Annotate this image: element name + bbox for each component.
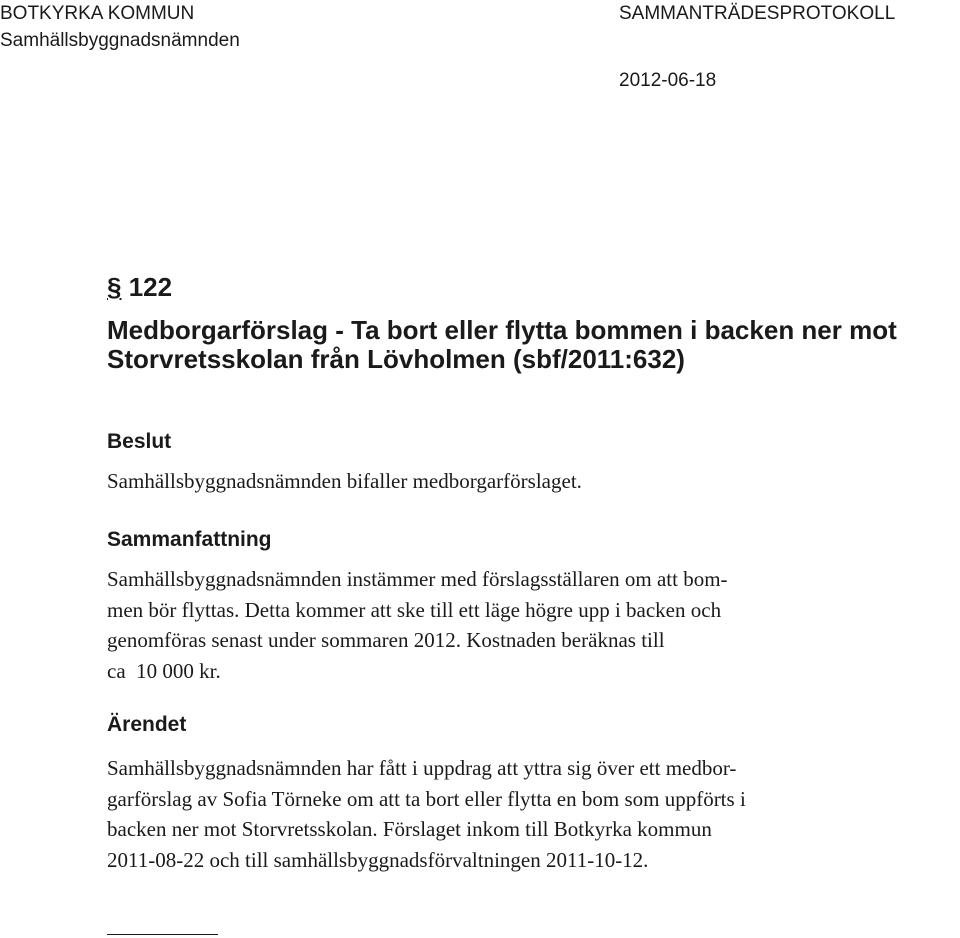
- beslut-heading: Beslut: [107, 430, 172, 453]
- board-name: Samhällsbyggnadsnämnden: [0, 30, 240, 51]
- document-type: SAMMANTRÄDESPROTOKOLL: [619, 3, 896, 24]
- text-line: Samhällsbyggnadsnämnden instämmer med förslagsställaren om att bom-: [107, 567, 728, 591]
- text-line: Samhällsbyggnadsnämnden har fått i uppdrag att yttra sig över ett medbor-: [107, 756, 737, 780]
- text-line: ca 10 000 kr.: [107, 658, 221, 683]
- paragraph-heading: [107, 272, 172, 302]
- footnote-divider: [107, 934, 218, 935]
- section-sign: §: [107, 272, 122, 302]
- text-line: backen ner mot Storvretsskolan. Förslaget inkom till Botkyrka kommun: [107, 817, 712, 841]
- paragraph-number: 122: [128, 272, 173, 302]
- text-line: genomföras senast under sommaren 2012. Kostnaden beräknas till: [107, 628, 665, 652]
- beslut-text: Samhällsbyggnadsnämnden bifaller medborgarförslaget.: [107, 469, 582, 493]
- text-line: garförslag av Sofia Törneke om att ta bort eller flytta en bom som uppförts i: [107, 786, 746, 811]
- sammanfattning-text: [107, 564, 957, 686]
- sammanfattning-heading: Sammanfattning: [107, 528, 272, 551]
- text-line: 2011-08-22 och till samhällsbyggnadsförvaltningen 2011-10-12.: [107, 847, 649, 872]
- organization-name: BOTKYRKA KOMMUN: [0, 3, 195, 24]
- paragraph-title: Medborgarförslag - Ta bort eller flytta bommen i backen ner mot Storvretsskolan från Lövholmen (sbf/2011:632): [107, 315, 897, 374]
- text-line: men bör flyttas. Detta kommer att ske till ett läge högre upp i backen och: [107, 597, 722, 622]
- meeting-date: 2012-06-18: [619, 70, 717, 91]
- arendet-text: [107, 753, 957, 875]
- arendet-heading: Ärendet: [107, 713, 187, 736]
